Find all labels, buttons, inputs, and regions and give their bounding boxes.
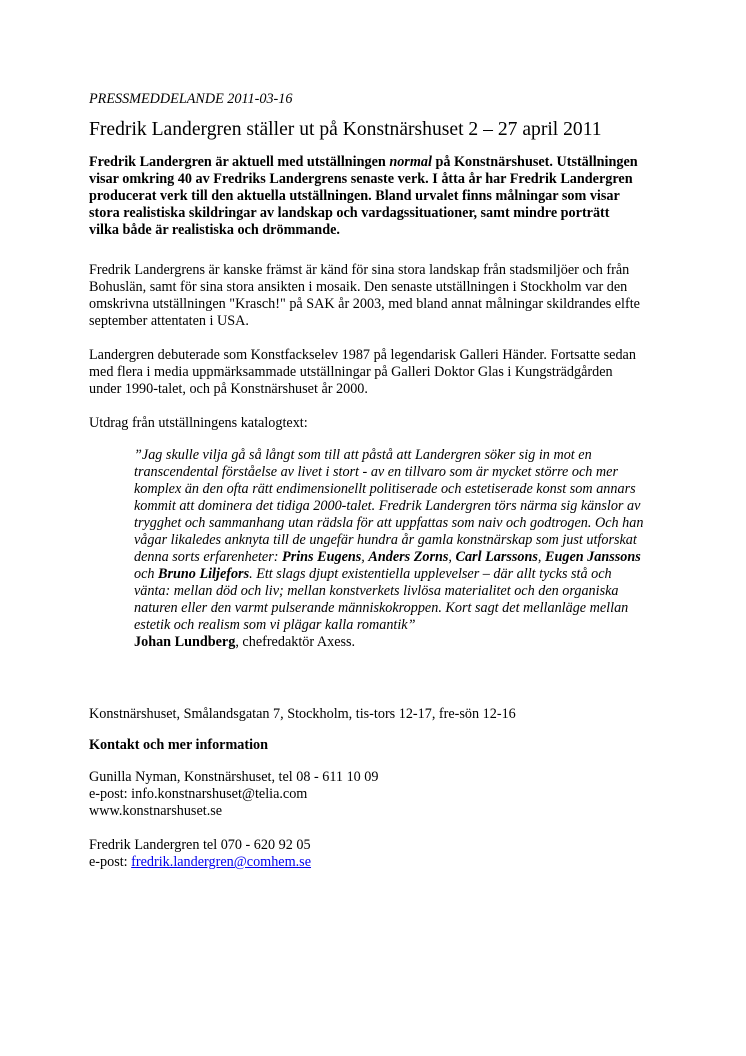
catalog-intro: Utdrag från utställningens katalogtext: [89,415,308,431]
quote-line [134,549,643,566]
quote-line: komplex än den ofta rätt endimensionellt politiserade och estetiserade konst som annars [134,481,636,497]
contact-heading: Kontakt och mer information [89,737,269,753]
quote-author [134,634,643,651]
email-link[interactable]: fredrik.landergren@comhem.se [131,854,312,870]
quote-line: transcendental förståelse av livet i stort - av en tillvaro som är mycket större och mer [134,464,618,480]
body-paragraph-2 [89,347,636,398]
quote-line: trygghet och sammanhang utan rädsla för att uppfattas som naiv och godtrogen. Och han [134,515,644,531]
paragraph-line: september attentaten i USA. [89,313,249,329]
artist-name: Anders Zorns [368,549,449,565]
contact-line [89,854,311,871]
contact-line: www.konstnarshuset.se [89,803,223,819]
paragraph-line: Landergren debuterade som Konstfackselev 1987 på legendarisk Galleri Händer. Fortsatte sedan [89,347,636,363]
lead-line: producerat verk till den aktuella utställningen. Bland urvalet finns målningar som visar [89,188,620,204]
lead-text: på Konstnärshuset. Utställningen [431,154,638,170]
dateline: PRESSMEDDELANDE 2011-03-16 [89,91,293,107]
body-paragraph-1 [89,262,640,330]
venue-address: Konstnärshuset, Smålandsgatan 7, Stockholm, tis-tors 12-17, fre-sön 12-16 [89,706,516,722]
lead-line: stora realistiska skildringar av landskap och vardagssituationer, samt mindre porträtt [89,205,610,221]
lead-line: vilka både är realistiska och drömmande. [89,222,340,238]
quote-text: denna sorts erfarenheter: [134,549,283,565]
paragraph-line: omskrivna utställningen "Krasch!" på SAK år 2003, med bland annat målningar skildrandes elfte [89,296,640,312]
separator: , [537,549,545,565]
author-name: Johan Lundberg [134,634,236,650]
email-label: e-post: [89,854,132,870]
quote-line [134,566,643,583]
separator: , [361,549,369,565]
lead-paragraph [89,154,679,239]
author-title: , chefredaktör Axess. [235,634,356,650]
artist-name: Bruno Liljefors [158,566,250,582]
headline: Fredrik Landergren ställer ut på Konstnärshuset 2 – 27 april 2011 [89,119,602,140]
catalog-quote [134,447,643,651]
quote-line: estetik och realism som vi plägar kalla romantik” [134,617,416,633]
quote-line: naturen eller den varmt pulserande människokroppen. Kort sagt det mellanläge mellan [134,600,629,616]
quote-line: kommit att dominera det tidiga 2000-talet. Fredrik Landergren törs närma sig känslor av [134,498,641,514]
quote-text: . Ett slags djupt existentiella upplevelser – där allt tycks stå och [249,566,612,582]
artist-name: Eugen Janssons [545,549,641,565]
lead-line [89,154,679,171]
artist-name: Prins Eugens [282,549,362,565]
lead-line: visar omkring 40 av Fredriks Landergrens senaste verk. I åtta år har Fredrik Landergren [89,171,633,187]
paragraph-line: Fredrik Landergrens är kanske främst är känd för sina stora landskap från stadsmiljöer och från [89,262,630,278]
paragraph-line: med flera i media uppmärksammade utställningar på Galleri Doktor Glas i Kungsträdgården [89,364,613,380]
artist-name: Carl Larssons [455,549,538,565]
quote-line: vågar likaledes anknyta till de ungefär hundra år gamla konstnärskap som just utforskat [134,532,637,548]
contact-line: e-post: info.konstnarshuset@telia.com [89,786,308,802]
contact-venue [89,769,379,820]
paragraph-line: under 1990-talet, och på Konstnärshuset år 2000. [89,381,368,397]
lead-text: Fredrik Landergren är aktuell med utställningen [89,154,390,170]
contact-line: Gunilla Nyman, Konstnärshuset, tel 08 - 611 10 09 [89,769,379,785]
separator: , [448,549,456,565]
quote-line: vänta: mellan död och liv; mellan konstverkets livlösa materialitet och den organiska [134,583,619,599]
quote-text: och [134,566,159,582]
exhibition-title: normal [389,154,432,170]
paragraph-line: Bohuslän, samt för sina stora ansikten i mosaik. Den senaste utställningen i Stockholm var den [89,279,628,295]
contact-artist [89,837,311,871]
contact-line: Fredrik Landergren tel 070 - 620 92 05 [89,837,311,853]
quote-line: ”Jag skulle vilja gå så långt som till att påstå att Landergren söker sig in mot en [134,447,592,463]
